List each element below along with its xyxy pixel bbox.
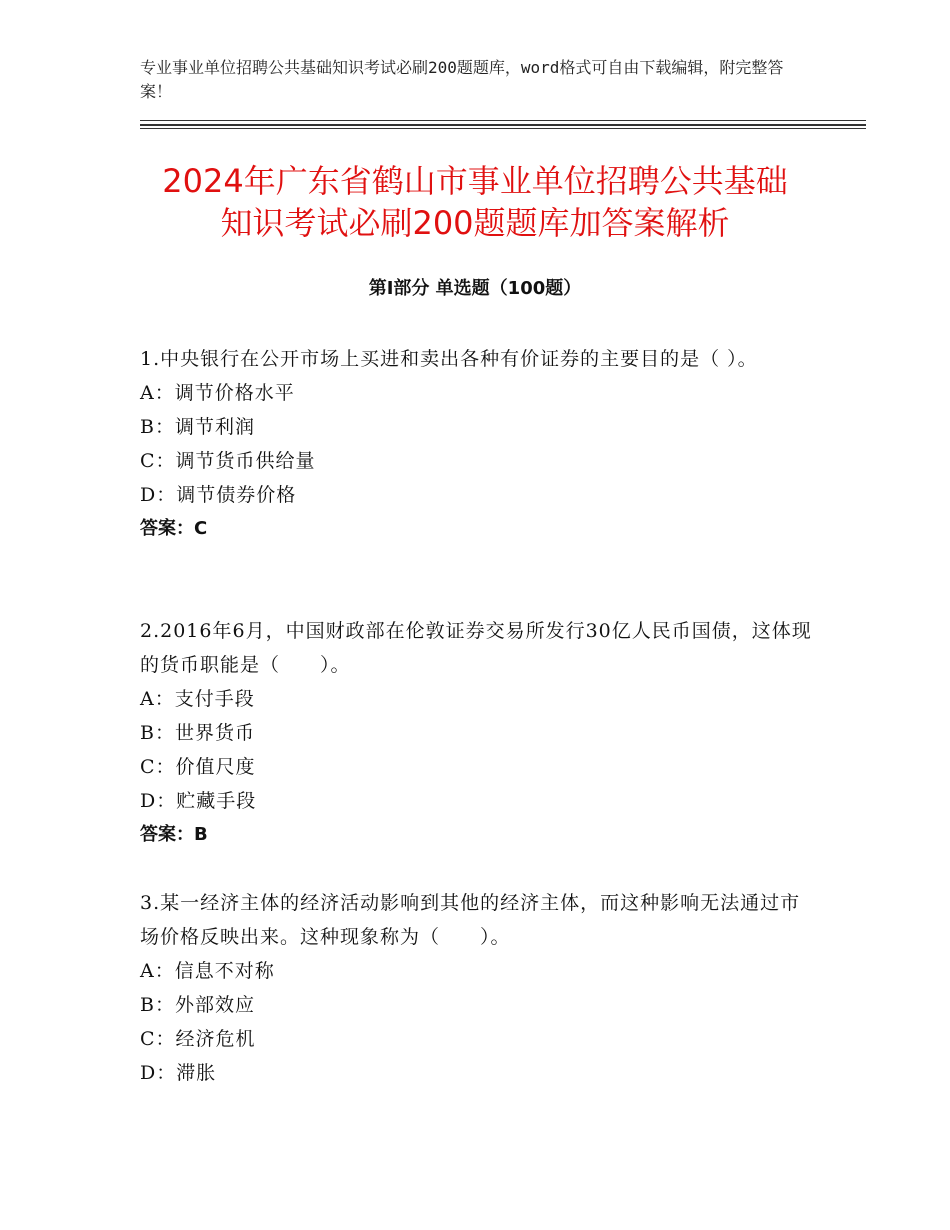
- question-option: A：调节价格水平: [140, 382, 295, 404]
- question-option: C：调节货币供给量: [140, 450, 316, 472]
- question-answer: 答案：C: [140, 518, 208, 539]
- question-option: D：调节债券价格: [140, 484, 297, 506]
- question-stem: 1.中央银行在公开市场上买进和卖出各种有价证券的主要目的是（ ）。: [140, 348, 758, 370]
- question-option: B：外部效应: [140, 994, 255, 1016]
- document-title-line: 2024年广东省鹤山市事业单位招聘公共基础: [162, 162, 788, 200]
- header-note: 专业事业单位招聘公共基础知识考试必刷200题题库，word格式可自由下载编辑，附完整答案！: [140, 58, 784, 101]
- question-option: D：贮藏手段: [140, 790, 257, 812]
- question-option: A：支付手段: [140, 688, 255, 710]
- question-answer: 答案：B: [140, 824, 208, 845]
- question-option: B：调节利润: [140, 416, 255, 438]
- question-stem: 2.2016年6月，中国财政部在伦敦证券交易所发行30亿人民币国债，这体现的货币职能是（ ）。: [140, 620, 812, 676]
- section-title: 第Ⅰ部分 单选题（100题）: [368, 278, 582, 299]
- question-item: [140, 342, 820, 546]
- document-title: [100, 160, 850, 244]
- question-item: [140, 886, 820, 1090]
- question-option: D：滞胀: [140, 1062, 217, 1084]
- question-option: B：世界货币: [140, 722, 255, 744]
- question-stem: 3.某一经济主体的经济活动影响到其他的经济主体，而这种影响无法通过市场价格反映出来。这种现象称为（ ）。: [140, 892, 801, 948]
- question-option: C：经济危机: [140, 1028, 256, 1050]
- header-divider: [140, 128, 866, 129]
- question-option: C：价值尺度: [140, 756, 256, 778]
- header-divider: [140, 120, 866, 121]
- question-option: A：信息不对称: [140, 960, 275, 982]
- document-title-line: 知识考试必刷200题题库加答案解析: [220, 204, 730, 242]
- question-item: [140, 614, 820, 852]
- header-divider: [140, 124, 866, 126]
